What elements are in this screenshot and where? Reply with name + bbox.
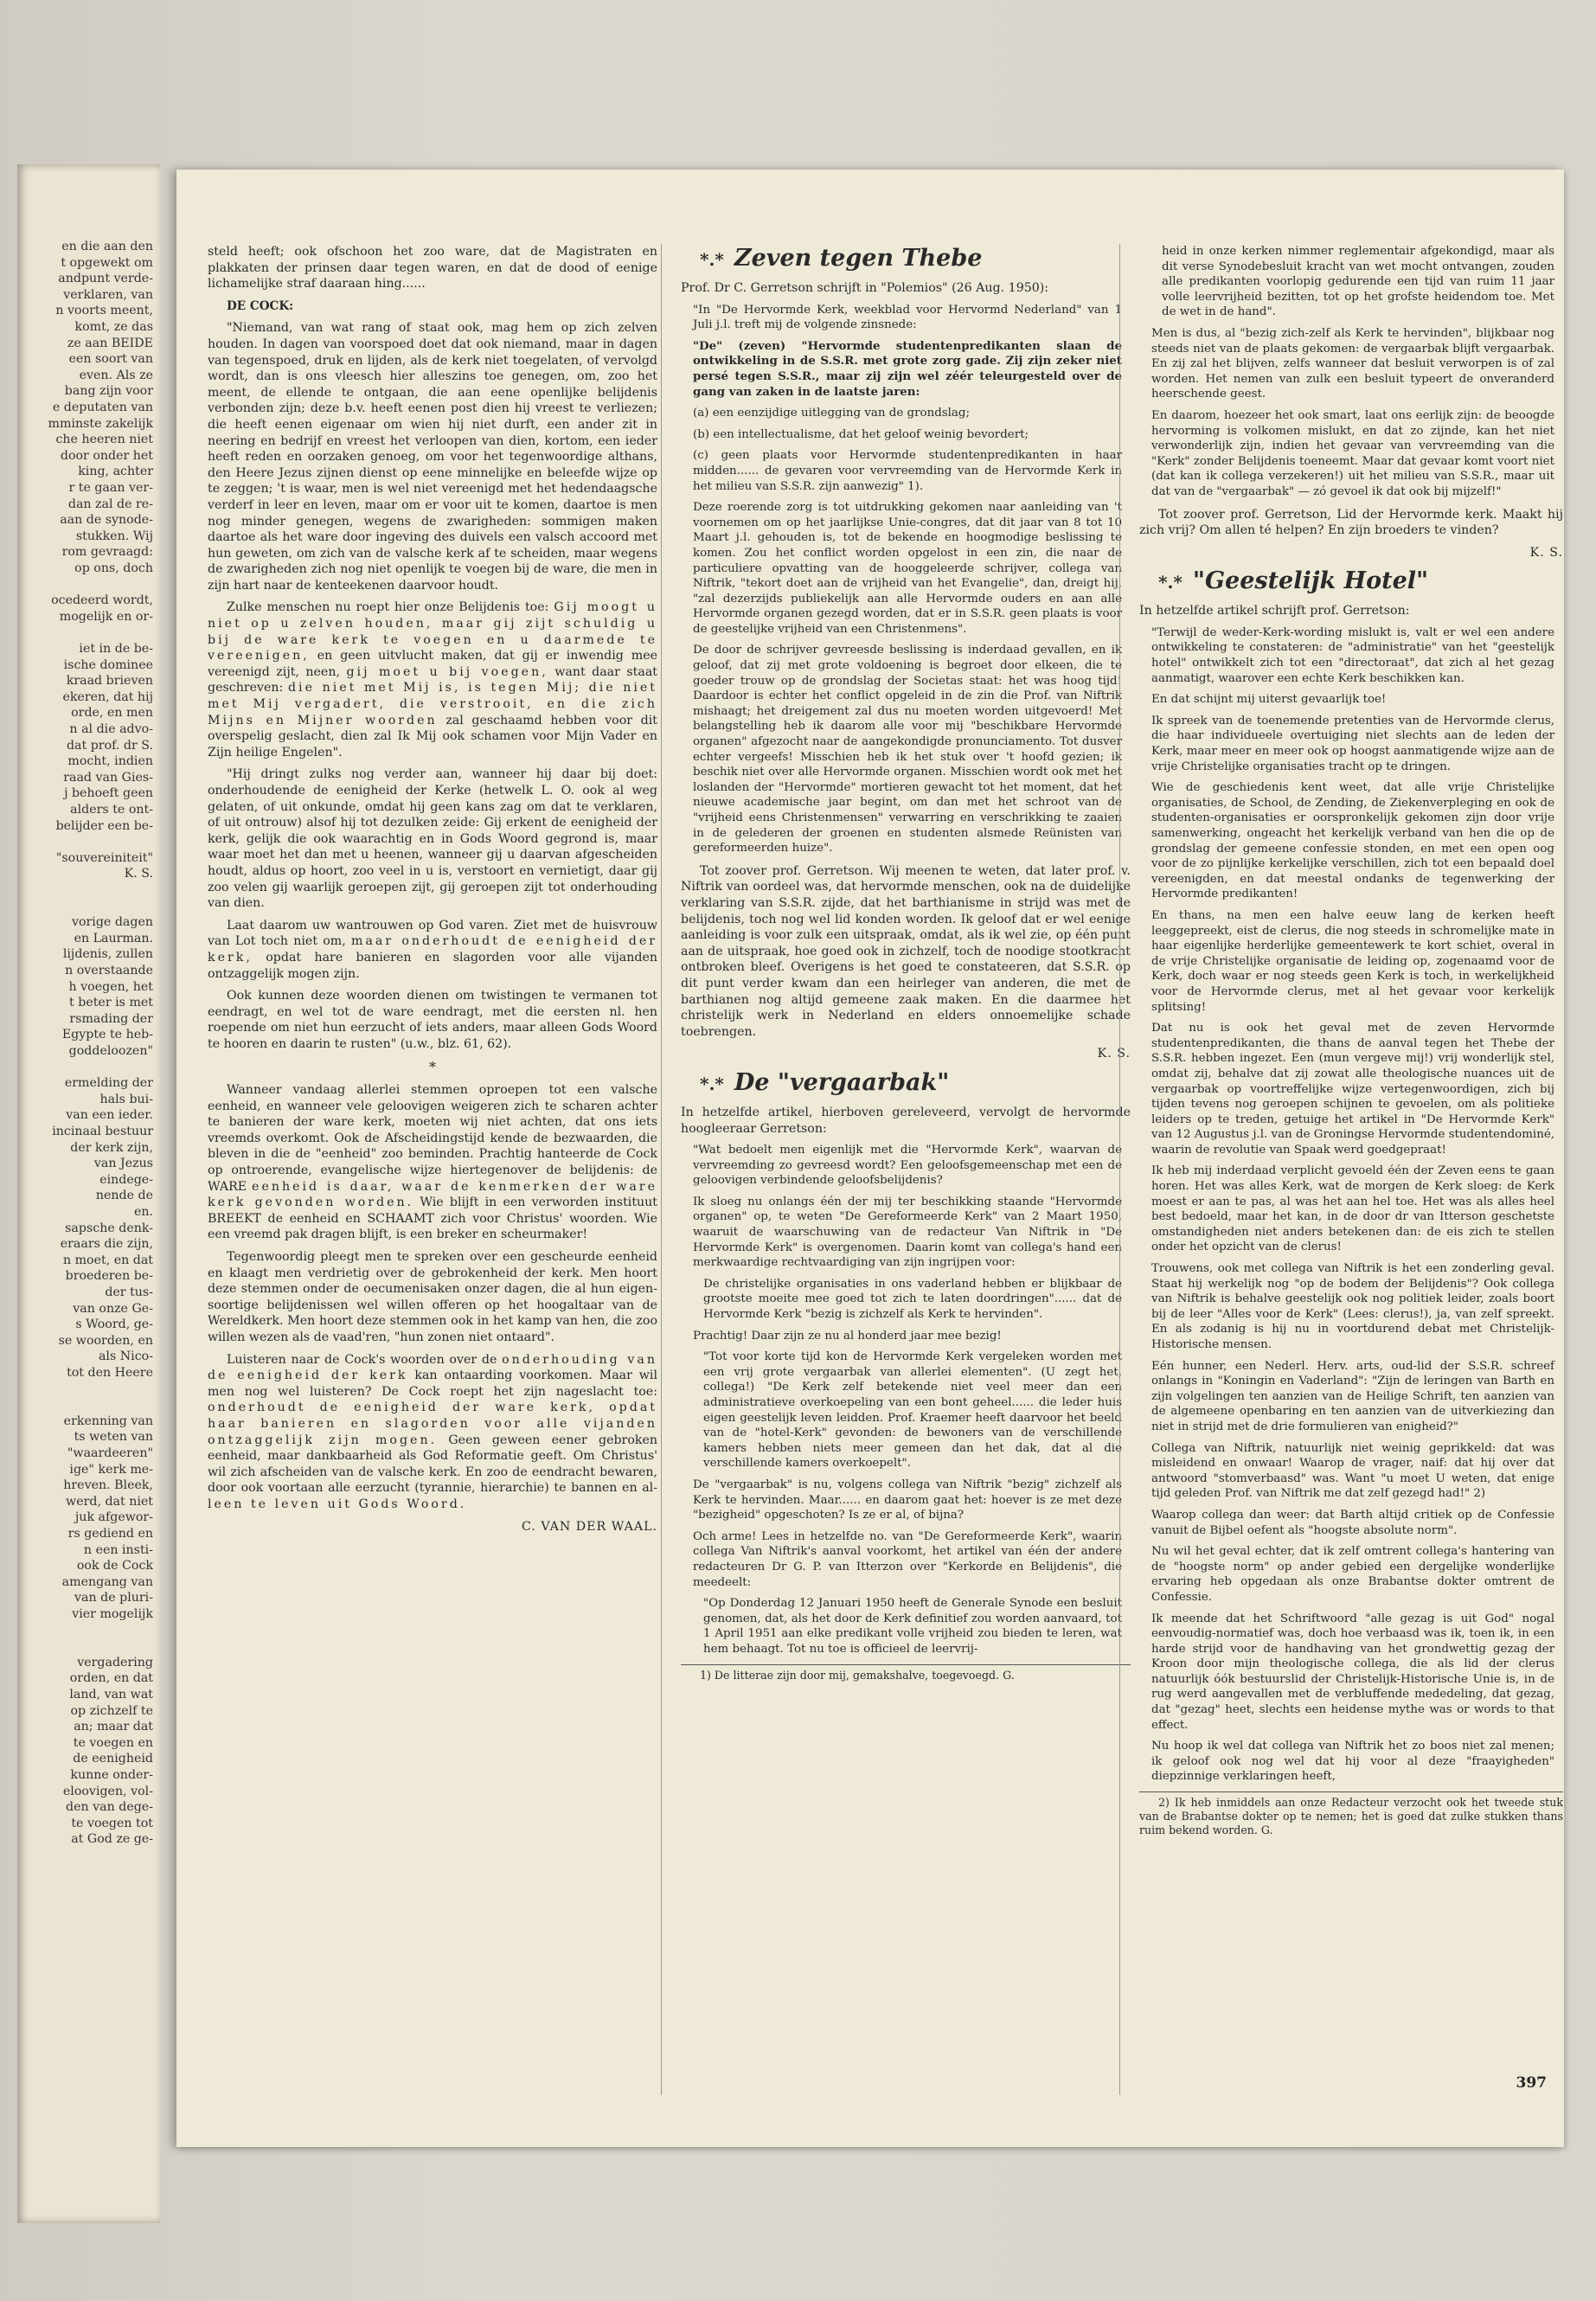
- fragment-line: van een ieder.: [66, 1108, 153, 1123]
- fragment-line: kunne onder-: [70, 1768, 153, 1782]
- fragment-line: vorige dagen: [71, 915, 153, 930]
- fragment-line: verklaren, van: [63, 287, 153, 302]
- article-heading: *.* "Geestelijk Hotel": [1158, 567, 1429, 595]
- fragment-line: der tus-: [105, 1285, 153, 1299]
- fragment-line: hals bui-: [99, 1092, 153, 1106]
- fragment-line: andpunt verde-: [58, 272, 153, 286]
- fragment-line: werd, dat niet: [66, 1494, 153, 1509]
- fragment-line: king, achter: [78, 465, 153, 479]
- fragment-line: op zichzelf te: [70, 1703, 153, 1718]
- paragraph: Wanneer vandaag allerlei stemmen oproepen tot een valsche eenheid, en wanneer vele geloovigen weigeren zich te scharen achter te banieren der ware kerk, moeten wij niet achten, dat ons iets vreemds overkomt. Ook de Afscheidingstijd kende de bezwaarden, die bleven in die de "eenheid" zoo beminden. Prachtig hanteerde de Cock op ontroerende, evangelische wijze hiertegenover de belijdenis: de WARE eenheid is daar, waar de kenmerken der ware kerk gevonden worden. Wie blijft in een verworden instituut BREEKT de eenheid en SCHAAMT zich voor Christus' woorden. Wie een vreemd pak dragen blijft, is een breker en scheurmaker!: [208, 1083, 657, 1242]
- article-intro: In hetzelfde artikel, hierboven gereleveerd, vervolgt de hervormde hoogleeraar Gerretson:: [681, 1105, 1131, 1136]
- fragment-line: hreven. Bleek,: [63, 1478, 153, 1493]
- fragment-line: stukken. Wij: [75, 529, 153, 543]
- fragment-line: en.: [133, 1205, 153, 1219]
- fragment-line: sapsche denk-: [65, 1221, 153, 1235]
- ornament-icon: *.*: [1158, 572, 1183, 593]
- article-heading: *.* Zeven tegen Thebe: [700, 245, 983, 272]
- fragment-line: op ons, doch: [74, 561, 153, 575]
- fragment-line: ige" kerk me-: [69, 1462, 153, 1477]
- author-signature: K. S.: [1097, 1047, 1131, 1061]
- fragment-line: an; maar dat: [74, 1720, 153, 1734]
- fragment-line: Egypte te heb-: [61, 1028, 153, 1042]
- fragment-line: orden, en dat: [69, 1671, 153, 1686]
- fragment-line: eindege-: [99, 1172, 153, 1187]
- fragment-line: tot den Heere: [67, 1366, 153, 1380]
- fragment-line: een soort van: [68, 352, 153, 367]
- fragment-line: en Laurman.: [74, 931, 153, 945]
- fragment-line: rs gediend en: [67, 1527, 153, 1541]
- fragment-line: juk afgewor-: [74, 1510, 153, 1525]
- paragraph: Ook kunnen deze woorden dienen om twistingen te vermanen tot eendragt, en wel tot de ware eendragt, met die eersten nl. hen roepende om niet hun eerzucht of iets anders, maar alleen Gods Woord te hooren en daarin te rusten" (u.w., blz. 61, 62).: [208, 989, 657, 1051]
- fragment-line: se woorden, en: [58, 1333, 153, 1348]
- paragraph: Luisteren naar de Cock's woorden over de onderhouding van de eenigheid der kerk kan ontaarding voorkomen. Maar wil men nog wel luisteren? De Cock roept het zijn nageslacht toe: onderhoudt de eenigheid der ware kerk, opdat haar banieren en slagorden voor alle vijanden ontzaggelijk zijn mogen. Geen geween eener gebroken eenheid, maar dankbaarheid als God Reformatie geeft. Om Christus' wil zich afscheiden van de valsche kerk. En zoo de eendracht bewaren, door ook voortaan alle eerzucht (tyrannie, hierarchie) te bannen en al- leen te leven uit Gods Woord.: [208, 1352, 657, 1511]
- fragment-line: lijdenis, zullen: [62, 947, 153, 962]
- fragment-line: dan zal de re-: [67, 497, 153, 511]
- fragment-line: n moet, en dat: [62, 1253, 153, 1267]
- fragment-line: incinaal bestuur: [52, 1125, 153, 1138]
- fragment-line: ermelding der: [64, 1076, 153, 1091]
- fragment-line: erkenning van: [63, 1413, 153, 1428]
- article-heading: *.* De "vergaarbak": [700, 1068, 950, 1096]
- fragment-line: s Woord, ge-: [75, 1317, 153, 1332]
- fragment-line: orde, en men: [71, 706, 153, 721]
- fragment-line: van Jezus: [93, 1157, 153, 1171]
- fragment-line: nende de: [95, 1189, 153, 1203]
- fragment-line: t beter is met: [69, 996, 153, 1010]
- fragment-line: en die aan den: [61, 240, 153, 253]
- fragment-line: komt, ze das: [74, 320, 153, 334]
- fragment-line: land, van wat: [69, 1688, 153, 1702]
- fragment-line: den van dege-: [66, 1800, 153, 1815]
- fragment-line: eraars die zijn,: [60, 1237, 153, 1252]
- fragment-line: ze aan BEIDE: [67, 336, 153, 350]
- quotation: heid in onze kerken nimmer reglementair afgekondigd, maar als dit verse Synodebesluit kracht van wet mocht ontvangen, zouden alle predikanten voorlopig gedurende een tijd van ruim 11 jaar volle leervrijheid bezitten, tot op het grofste heidendom toe. Met de wet in de hand". Men is dus, al "bezig zich-zelf als Kerk te hervinden", blijkbaar nog steeds niet van de plaats gekomen: de vergaarbak blijft vergaarbak. En zij zal het blijven, zelfs wanneer dat besluit verworpen is of zal worden. Het nemen van zulk een besluit typeert de onveranderd heerschende geest. En daarom, hoezeer het ook smart, laat ons eerlijk zijn: de beoogde hervorming is volkomen mislukt, en dat zo zijnde, kan het niet verwonderlijk zijn, indien het gevaar van vervreemding van die "Kerk" zonder Belijdenis toeneemt. Maar dat gevaar komt voort niet (dat kan ik collega verzekeren!) uit het milieu van S.S.R., maar uit dat van de "vergaarbak" — zó gevoel ik dat ook bij mijzelf!": [1151, 245, 1554, 498]
- column-middle: [661, 244, 1131, 2095]
- fragment-line: te voegen en: [73, 1735, 153, 1750]
- quotation: "Terwijl de weder-Kerk-wording mislukt is, valt er wel een andere ontwikkeling te constateren: de "administratie" van het "geestelijk hotel" ontwikkelt zich tot een "directoraat", dat zich al het gezag aanmatigt, waarover een echte Kerk beschikken kan. En dat schijnt mij uiterst gevaarlijk toe! Ik spreek van de toenemende pretenties van de Hervormde clerus, die haar individueele overtuiging niet slechts aan de leden der Kerk, maar meer en meer ook op hoogst aanmatigende wijze aan de vrije Christelijke organisaties tracht op te dringen. Wie de geschiedenis kent weet, dat alle vrije Christelijke organisaties, de School, de Zending, de Ziekenverpleging en ook de studenten-organisaties er oorspronkelijk gekomen zijn door vrije samenwerking, ongeacht het kerkelijk verband van hen die op de grondslag der gemeene confessie stonden, en met een open oog voor de zo pijnlijke kerkelijke verschillen, zich tot een bepaald doel vereenigden, en dat meestal ondanks de tegenwerking der Hervormde predikanten! En thans, na men een halve eeuw lang de kerken heeft leeggepreekt, eist de clerus, die nog steeds in schromelijke mate in haar eigenlijke herderlijke gemeentewerk te kort schiet, overal in de vrije Christelijke organisatie de leiding op, zogenaamd voor de Kerk, doch waar er nog steeds geen Kerk is toch, in werkelijkheid voor de Hervormde clerus, met al het gevaar voor kerkelijk splitsing! Dat nu is ook het geval met de zeven Hervormde studentenpredikanten, die thans de aanval tegen het Thebe der S.S.R. hebben ingezet. Een (mun vergeve mij!) vrij wonderlijk stel, omdat zij, behalve dat zij zowat alle theologische nuances uit de vergaarbak op voortreffelijke wijze vertegenwoordigen, zich bij tijden tevens nog geroepen schijnen te gevoelen, om als politieke leiders op te treden, getuige het artikel in "De Hervormde Kerk" van 12 Augustus j.l. van de Groningse Hervormde studentendominé, waarin de revolutie van Spaak werd goedgepraat! Ik heb mij inderdaad verplicht gevoeld één der Zeven eens te gaan horen. Het was alles Kerk, wat de morgen de Kerk sloeg: de Kerk moest er aan te pas, al was het aan hel toe. Het was als alles heel best bedoeld, maar het kan, in de door dr van Itterson geschetste omstandigheden niet anders betekenen dan: de eis zich te stellen onder het opzicht van de clerus! Trouwens, ook met collega van Niftrik is het een zonderling geval. Staat hij werkelijk nog "op de bodem der Belijdenis"? Ook collega van Niftrik is behalve geestelijk ook nog politiek leider, zoals boort bij de leer "Alles voor de Kerk" (Lees: clerus!), ja, van zelf spreekt. En als zodanig is hij nu in voortdurend debat met Christelijk-Historische mensen. Eén hunner, een Nederl. Herv. arts, oud-lid der S.S.R. schreef onlangs in "Koningin en Vaderland": "Zijn de leringen van Barth en zijn volgelingen ten aanzien van de Heilige Schrift, ten aanzien van de algemeene openbaring en ten aanzien van de uitverkiezing dan niet in strijd met de drie formulieren van enigheid?" Collega van Niftrik, natuurlijk niet weinig geprikkeld: dat was misleidend en onwaar! Waarop de vrager, naif: dat hij over dat antwoord "stomverbaasd" was. Want "u moet U weten, dat enige tijd geleden Prof. van Niftrik me dat zelf gezegd had!" 2) Waarop collega dan weer: dat Barth altijd critiek op de Confessie vanuit de Bijbel oefent als "hoogste absolute norm". Nu wil het geval echter, dat ik zelf omtrent collega's hantering van de "hoogste norm" op ander gebied een dergelijke wonderlijke ervaring heb opgedaan als onze Brabantse dokter omtrent de Confessie. Ik meende dat het Schriftwoord "alle gezag is uit God" nogal eenvoudig-normatief was, doch hoe verbaasd was ik, toen ik, in een harde strijd voor de handhaving van het grondwettig gezag der Kroon door mijn theologische collega, die als lid der clerus natuurlijk óók bestuurslid der Christelijk-Historische Unie is, in de rug werd aangevallen met de verbluffende mededeling, dat gezag, dat "gezag" heet, slechts een heidense mythe was or words to that effect. Nu hoop ik wel dat collega van Niftrik het zo boos niet zal menen; ik geloof ook nog wel dat hij voor al deze "fraayigheden" diepzinnige verklaringen heeft,: [1151, 625, 1554, 1784]
- quotation: "In "De Hervormde Kerk, weekblad voor Hervormd Nederland" van 1 Juli j.l. treft mij de volgende zinsnede: "De" (zeven) "Hervormde studentenpredikanten slaan de ontwikkeling in de S.S.R. met grote zorg gade. Zij zijn zeker niet persé tegen S.S.R., maar zij zijn wel zéér teleurgesteld over de gang van zaken in de laatste jaren: (a) een eenzijdige uitlegging van de grondslag; (b) een intellectualisme, dat het geloof weinig bevordert; (c) geen plaats voor Hervormde studentenpredikanten in haar midden...... de gevaren voor vervreemding van de Hervormde Kerk in het milieu van S.S.R. zijn aanwezig" 1). Deze roerende zorg is tot uitdrukking gekomen naar aanleiding van 't voornemen om op het jaarlijkse Unie-congres, dat dit jaar van 8 tot 10 Maart j.l. gehouden is, tot de bekende en hoogmodige beslissing te komen. Zou het conflict worden opgelost in een zin, die naar de particuliere opvatting van de hooggeleerde schrijver, collega van Niftrik, "tekort doet aan de vrijheid van het Evangelie", dan, dreigt hij, "zal dezerzijds publiekelijk aan alle Hervormde ouders en aan alle Hervormde organen gezegd worden, dat er in S.S.R. geen plaats is voor de geestelijke vrijheid van een Christenmens". De door de schrijver gevreesde beslissing is inderdaad gevallen, en ik geloof, dat zij met grote voldoening is begroet door elkeen, die te goeder trouw op de grondslag der Societas staat: het was hoog tijd! Daardoor is echter het conflict opgeleid in de zin die Prof. van Niftrik mishaagt; het dreigement zal dus nu moeten worden uitgevoerd! Met belangstelling heb ik daarom alle voor mij "beschikbare Hervormde organen" afgezocht naar de aangekondigde pronunciamento. Tot dusver echter vergeefs! Misschien heb ik het stuk over 't hoofd gezien; ik beschik niet over alle Hervormde organen. Misschien wordt ook met het loslanden der "Hervormde" mortieren gewacht tot het moment, dat het nieuwe academische jaar begint, om dan met het schroot van de "vrijheid eens Christenmensen" verwarring en verschrikking te zaaien in de gelederen der groenen en studenten alsmede Reünisten van gereformeerden huize".: [693, 303, 1122, 856]
- fragment-line: alders te ont-: [70, 803, 153, 817]
- article-intro: Prof. Dr C. Gerretson schrijft in "Polemios" (26 Aug. 1950):: [681, 281, 1049, 295]
- fragment-line: even. Als ze: [79, 368, 153, 382]
- fragment-line: van onze Ge-: [73, 1301, 153, 1316]
- fragment-line: goddeloozen": [68, 1044, 153, 1058]
- fragment-line: als Nico-: [98, 1349, 153, 1364]
- fragment-line: at God ze ge-: [71, 1832, 153, 1847]
- fragment-line: ts weten van: [74, 1430, 153, 1445]
- column-right: [1119, 244, 1563, 2095]
- fragment-line: e deputaten van: [52, 401, 153, 414]
- fragment-line: door onder het: [60, 448, 153, 463]
- paragraph: "Niemand, van wat rang of staat ook, mag hem op zich zelven houden. In dagen van voorspoed doet dat ook niemand, maar in dagen van tegenspoed, druk en lijden, als de kerk niet toegelaten, of vervolgd wordt, dan is ons vleesch hier alleszins toe genegen, om, zoo het meent, de ellende te ontgaan, die aan eene openlijke belijdenis verbonden zijn; deze b.v. heeft eenen post dien hij vreest te verliezen; die heeft eenen eigenaar om wien hij niet durft, een ander zit in neering en bedrijf en vreest het verloopen van dien, kortom, een ieder heeft reden en oorzaken genoeg, om voor het tegenwoordige althans, den Heere Jezus zijnen dienst op eene minnelijke en beleefde wijze op te zeggen; 't is waar, men is wel niet vereenigd met het hedendaagsche verderf in leer en leven, maar om er voor uit te komen, daartoe is men nog minder genegen, wegens de zwarigheden: sommigen maken daartoe als het ware door ingeving des duivels een valsch accoord met hun geweten, om zich van de valsche kerk af te scheiden, maar wegens de zwarigheden zich nog niet openlijk te voegen bij de ware, die men in zijn hart naar de kenteekenen daarvoor houdt.: [208, 321, 657, 593]
- fragment-line: n voorts meent,: [55, 304, 153, 318]
- fragment-line: belijder een be-: [55, 818, 153, 833]
- fragment-line: bang zijn voor: [64, 384, 153, 399]
- fragment-line: che heeren niet: [55, 433, 153, 447]
- author-signature: K. S.: [1529, 545, 1563, 560]
- fragment-line: amengang van: [61, 1574, 153, 1589]
- paragraph: Tegenwoordig pleegt men te spreken over een gescheurde eenheid en klaagt men verdrietig over de gebrokenheid der kerk. Men hoort deze stemmen onder de oecumenisaken onzer dagen, die al hun eigen-soortige belijdenissen wel willen offeren op het hoogaltaar van de Wereldkerk. Men hoort deze stemmen ook in het kamp van hen, die zoo willen wezen als de vaad'ren, "hun zonen niet ontaard".: [208, 1250, 657, 1344]
- fragment-line: n overstaande: [65, 964, 153, 977]
- fragment-line: K. S.: [124, 867, 153, 881]
- paragraph: Tot zoover prof. Gerretson. Wij meenen te weten, dat later prof. v. Niftrik van oordeel was, dat hervormde menschen, ook na de duidelijke verklaring van S.S.R. zijde, dat het barthianisme in strijd was met de belijdenis, toch nog wel lid konden worden. Ik geloof dat er wel eenige aanleiding is voor zulk een uitspraak, omdat, als ik wel zie, op één punt aan de uitspraak, hoe goed ook in zichzelf, toch de noodige stootkracht ontbroken bleef. Overigens is het goed te constateeren, dat S.S.R. op dit punt verder kwam dan een heirleger van anderen, die met de barthianen nog altijd gemeene zaak maken. En die daarmee het christelijk werk in Nederland en elders onnoemelijke schade toebrengen.: [681, 863, 1131, 1039]
- fragment-line: ische dominee: [63, 657, 153, 672]
- fragment-line: mminste zakelijk: [48, 416, 153, 431]
- fragment-line: vergadering: [77, 1655, 153, 1670]
- fragment-line: "waardeeren": [67, 1446, 153, 1460]
- fragment-line: ook de Cock: [76, 1559, 153, 1574]
- fragment-line: kraad brieven: [66, 674, 153, 689]
- fragment-line: aan de synode-: [60, 513, 153, 528]
- paragraph: Zulke menschen nu roept hier onze Belijdenis toe: Gij moogt u niet op u zelven houden, maar gij zijt schuldig u bij de ware kerk te voegen en u daarmede te vereenigen, en geen uitvlucht maken, dat gij er inwendig mee vereenigd zijt, neen, gij moet u bij voegen, want daar staat geschreven: die niet met Mij is, is tegen Mij; die niet met Mij vergadert, die verstrooit, en die zich Mijns en Mijner woorden zal geschaamd hebben voor dit overspelig geslacht, dien zal Ik Mij ook schamen voor Mijn Vader en Zijn heilige Engelen".: [208, 600, 657, 760]
- ornament-icon: *.*: [700, 1073, 724, 1094]
- footnote: 1) De litterae zijn door mij, gemakshalve, toegevoegd. G.: [681, 1664, 1131, 1682]
- fragment-line: t opgewekt om: [61, 255, 153, 270]
- previous-page-fragment: [17, 164, 160, 2223]
- section-separator: *: [429, 1058, 436, 1075]
- paragraph: Tot zoover prof. Gerretson, Lid der Hervormde kerk. Maakt hij zich vrij? Om allen té helpen? En zijn broeders te vinden?: [1139, 507, 1563, 538]
- fragment-line: vier mogelijk: [72, 1607, 153, 1621]
- fragment-line: rsmading der: [69, 1011, 153, 1026]
- fragment-line: raad van Gies-: [63, 770, 153, 785]
- fragment-line: ocedeerd wordt,: [51, 593, 153, 608]
- article-intro: In hetzelfde artikel schrijft prof. Gerretson:: [1139, 604, 1410, 619]
- paragraph: "Hij dringt zulks nog verder aan, wanneer hij daar bij doet: onderhoudende de eenigheid der Kerke (hetwelk L. O. ook al weg gelaten, of uit onkunde, omdat hij geen kans zag om dat te verklaren, of uit ontrouw) alsof hij tot dezulken zeide: Gij erkent de eenigheid der kerk, gelijk die ook waarachtig en in Gods Woord gegrond is, maar waar moet het dan met u heenen, wanneer gij u daarvan afgescheiden houdt, aldus op hoort, zoo veel in u is, verstoort en vernietigt, daar gij zoo velen gij waarlijk geroepen zijt, gij geroepen zijt tot onderhouding van dien.: [208, 767, 657, 911]
- fragment-line: iet in de be-: [79, 642, 153, 656]
- section-subhead: DE COCK:: [227, 298, 294, 313]
- newspaper-page: [176, 170, 1564, 2147]
- fragment-line: eloovigen, vol-: [62, 1784, 153, 1798]
- fragment-line: de eenigheid: [73, 1752, 153, 1766]
- fragment-line: der kerk zijn,: [70, 1140, 153, 1155]
- fragment-line: n een insti-: [83, 1542, 153, 1557]
- column-left: [208, 244, 657, 2095]
- fragment-line: j behoeft geen: [64, 786, 153, 801]
- fragment-line: n al die advo-: [69, 722, 153, 736]
- paragraph: Laat daarom uw wantrouwen op God varen. Ziet met de huisvrouw van Lot toch niet om, maar onderhoudt de eenigheid der kerk, opdat hare banieren en slagorden voor alle vijanden ontzaggelijk mogen zijn.: [208, 918, 657, 981]
- fragment-line: mocht, indien: [67, 754, 153, 769]
- author-signature: C. VAN DER WAAL.: [521, 1519, 657, 1534]
- footnote: 2) Ik heb inmiddels aan onze Redacteur verzocht ook het tweede stuk van de Brabantse dokter op te nemen; het is goed dat zulke stukken thans ruim bekend worden. G.: [1139, 1791, 1563, 1837]
- fragment-line: van de pluri-: [74, 1591, 153, 1606]
- fragment-line: "souvereiniteit": [55, 850, 153, 865]
- fragment-line: broederen be-: [65, 1269, 153, 1284]
- paragraph: steld heeft; ook ofschoon het zoo ware, dat de Magistraten en plakkaten der prinsen daar tegen waren, en dat de dood of eenige lichamelijke straf daaraan hing......: [208, 245, 657, 292]
- fragment-line: dat prof. dr S.: [66, 738, 153, 753]
- fragment-line: rom gevraagd:: [61, 545, 153, 560]
- ornament-icon: *.*: [700, 249, 724, 270]
- fragment-line: mogelijk en or-: [59, 609, 153, 624]
- fragment-line: r te gaan ver-: [68, 481, 153, 495]
- fragment-line: h voegen, het: [68, 979, 153, 994]
- quotation: "Wat bedoelt men eigenlijk met die "Hervormde Kerk", waarvan de vervreemding zo gevreesd wordt? Een geloofsgemeenschap met een de geloovigen verbindende geloofsbelijdenis? Ik sloeg nu onlangs één der mij ter beschikking staande "Hervormde organen" op, te weten "De Gereformeerde Kerk" van 2 Maart 1950, waaruit de waarschuwing van de redacteur Van Niftrik in "De Hervormde Kerk" is overgenomen. Daarin komt van collega's hand een merkwaardige rechtvaardiging van zijn ingrijpen voor: De christelijke organisaties in ons vaderland hebben er blijkbaar de grootste moeite mee goed tot zich te laten doordringen"...... dat de Hervormde Kerk "bezig is zichzelf als Kerk te hervinden". Prachtig! Daar zijn ze nu al honderd jaar mee bezig! "Tot voor korte tijd kon de Hervormde Kerk vergeleken worden met een vrij grote vergaarbak van allerlei elementen". (U zegt het, collega!) "De Kerk zelf betekende niet veel meer dan een administratieve overkoepeling van een bont geheel...... die leder huis eigen geestelijk leven leidden. Prof. Kraemer heeft daarvoor het beeld van de "hotel-Kerk" gevonden: de bewoners van de verschillende kamers hebben niets meer gemeen dan het dak, dat al die verschillende kamers overkoepelt". De "vergaarbak" is nu, volgens collega van Niftrik "bezig" zichzelf als Kerk te hervinden. Maar...... en daarom gaat het: hoever is ze met deze "bezigheid" opgeschoten? Is ze er al, of bijna? Och arme! Lees in hetzelfde no. van "De Gereformeerde Kerk", waarin collega Van Niftrik's aanval voorkomt, het artikel van één der andere redacteuren Dr G. P. van Itterzon over "Kerkorde en Belijdenis", die meedeelt: "Op Donderdag 12 Januari 1950 heeft de Generale Synode een besluit genomen, dat, als het door de Kerk definitief zou worden aanvaard, tot 1 April 1951 aan elke predikant volle vrijheid zou bieden te leren, wat hem behaagt. Tot nu toe is officieel de leervrij-: [693, 1144, 1122, 1656]
- fragment-line: ekeren, dat hij: [62, 689, 153, 704]
- page-number: 397: [1516, 2074, 1547, 2092]
- fragment-line: te voegen tot: [71, 1816, 153, 1830]
